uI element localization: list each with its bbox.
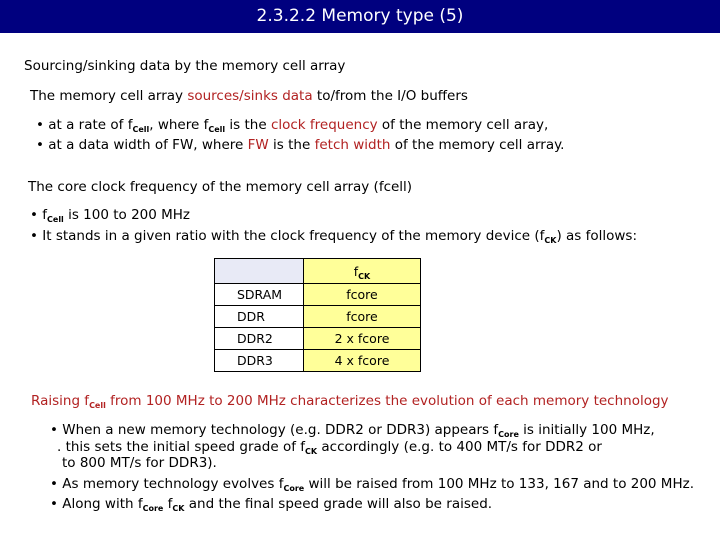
table-row bbox=[215, 350, 421, 372]
table-header-sub: CK bbox=[358, 271, 371, 281]
section3-bullet1-line3: to 800 MT/s for DDR3). bbox=[62, 455, 217, 471]
section2-bullet-range bbox=[30, 207, 190, 224]
section3-bullet2 bbox=[50, 476, 694, 493]
table-cell-ratio: fcore bbox=[304, 284, 421, 306]
section3-b3-sub2: CK bbox=[172, 504, 185, 513]
table-header-main: f bbox=[353, 263, 359, 279]
table-cell-ratio: fcore bbox=[304, 306, 421, 328]
section1-heading: Sourcing/sinking data by the memory cell array bbox=[24, 58, 346, 74]
section1-intro bbox=[30, 88, 468, 105]
section1-b2-red1: FW bbox=[247, 137, 269, 153]
table-cell-type: SDRAM bbox=[215, 284, 304, 306]
section3-b2-post: will be raised from 100 MHz to 133, 167 and to 200 MHz. bbox=[304, 476, 694, 492]
section1-b2-pre: • at a data width of FW, where bbox=[36, 137, 248, 153]
section2-b1-sub: Cell bbox=[47, 215, 64, 224]
section3-b3-sub1: Core bbox=[142, 504, 164, 513]
section1-bullet-rate bbox=[36, 117, 548, 134]
table-cell-ratio: 4 x fcore bbox=[304, 350, 421, 372]
section1-intro-post: to/from the I/O buffers bbox=[312, 88, 468, 104]
section2-b1-post: is 100 to 200 MHz bbox=[63, 207, 191, 223]
section1-b1-pre: • at a rate of f bbox=[36, 117, 133, 133]
section3-b1-l2-sub: CK bbox=[305, 447, 318, 456]
section3-bullet1-line2 bbox=[57, 439, 602, 456]
section3-b3-mid: f bbox=[163, 496, 173, 512]
section3-heading-pre: Raising f bbox=[31, 393, 90, 409]
table-header-row bbox=[215, 259, 421, 284]
table-header-fck bbox=[304, 259, 421, 284]
section1-b1-mid2: is the bbox=[225, 117, 271, 133]
section3-heading bbox=[31, 393, 669, 410]
section3-b2-pre: • As memory technology evolves f bbox=[50, 476, 284, 492]
section1-b1-sub2: Cell bbox=[208, 125, 226, 134]
section3-b1-l1-sub: Core bbox=[498, 430, 519, 439]
section2-b2-post: ) as follows: bbox=[556, 228, 637, 244]
section3-b3-post: and the final speed grade will also be raised. bbox=[184, 496, 493, 512]
section3-heading-sub: Cell bbox=[89, 401, 106, 410]
section1-b1-post: of the memory cell aray, bbox=[377, 117, 549, 133]
section1-intro-pre: The memory cell array bbox=[30, 88, 188, 104]
table-row bbox=[215, 328, 421, 350]
section3-bullet1-line1 bbox=[50, 422, 655, 439]
section2-b2-sub: CK bbox=[544, 236, 557, 245]
section3-b3-pre: • Along with f bbox=[50, 496, 143, 512]
table-header-empty bbox=[215, 259, 304, 284]
table-cell-type: DDR2 bbox=[215, 328, 304, 350]
section3-bullet3 bbox=[50, 496, 492, 513]
table-row bbox=[215, 306, 421, 328]
section1-bullet-width bbox=[36, 137, 564, 154]
table-cell-type: DDR3 bbox=[215, 350, 304, 372]
section3-b1-l1-pre: • When a new memory technology (e.g. DDR2 or DDR3) appears f bbox=[50, 422, 499, 438]
section3-heading-post: from 100 MHz to 200 MHz characterizes the evolution of each memory technology bbox=[105, 393, 669, 409]
section1-b1-red: clock frequency bbox=[270, 117, 378, 133]
section3-b1-l2-pre: . this sets the initial speed grade of f bbox=[57, 439, 306, 455]
section1-intro-red: sources/sinks data bbox=[187, 88, 313, 104]
section2-bullet-ratio bbox=[30, 228, 637, 245]
section1-b2-post: of the memory cell array. bbox=[390, 137, 565, 153]
table-row bbox=[215, 284, 421, 306]
section2-b1-pre: • f bbox=[30, 207, 48, 223]
clock-ratio-table bbox=[214, 258, 421, 372]
table-cell-type: DDR bbox=[215, 306, 304, 328]
section3-b1-l2-post: accordingly (e.g. to 400 MT/s for DDR2 or bbox=[317, 439, 602, 455]
section3-b2-sub: Core bbox=[283, 484, 305, 493]
slide-title: 2.3.2.2 Memory type (5) bbox=[0, 0, 720, 33]
section1-b2-mid: is the bbox=[268, 137, 315, 153]
section2-b2-pre: • It stands in a given ratio with the clock frequency of the memory device (f bbox=[30, 228, 545, 244]
section2-heading: The core clock frequency of the memory cell array (fcell) bbox=[28, 179, 413, 195]
table-cell-ratio: 2 x fcore bbox=[304, 328, 421, 350]
section1-b2-red2: fetch width bbox=[314, 137, 391, 153]
section1-b1-sub: Cell bbox=[132, 125, 150, 134]
section3-b1-l1-post: is initially 100 MHz, bbox=[518, 422, 655, 438]
section1-b1-mid: , where f bbox=[149, 117, 209, 133]
